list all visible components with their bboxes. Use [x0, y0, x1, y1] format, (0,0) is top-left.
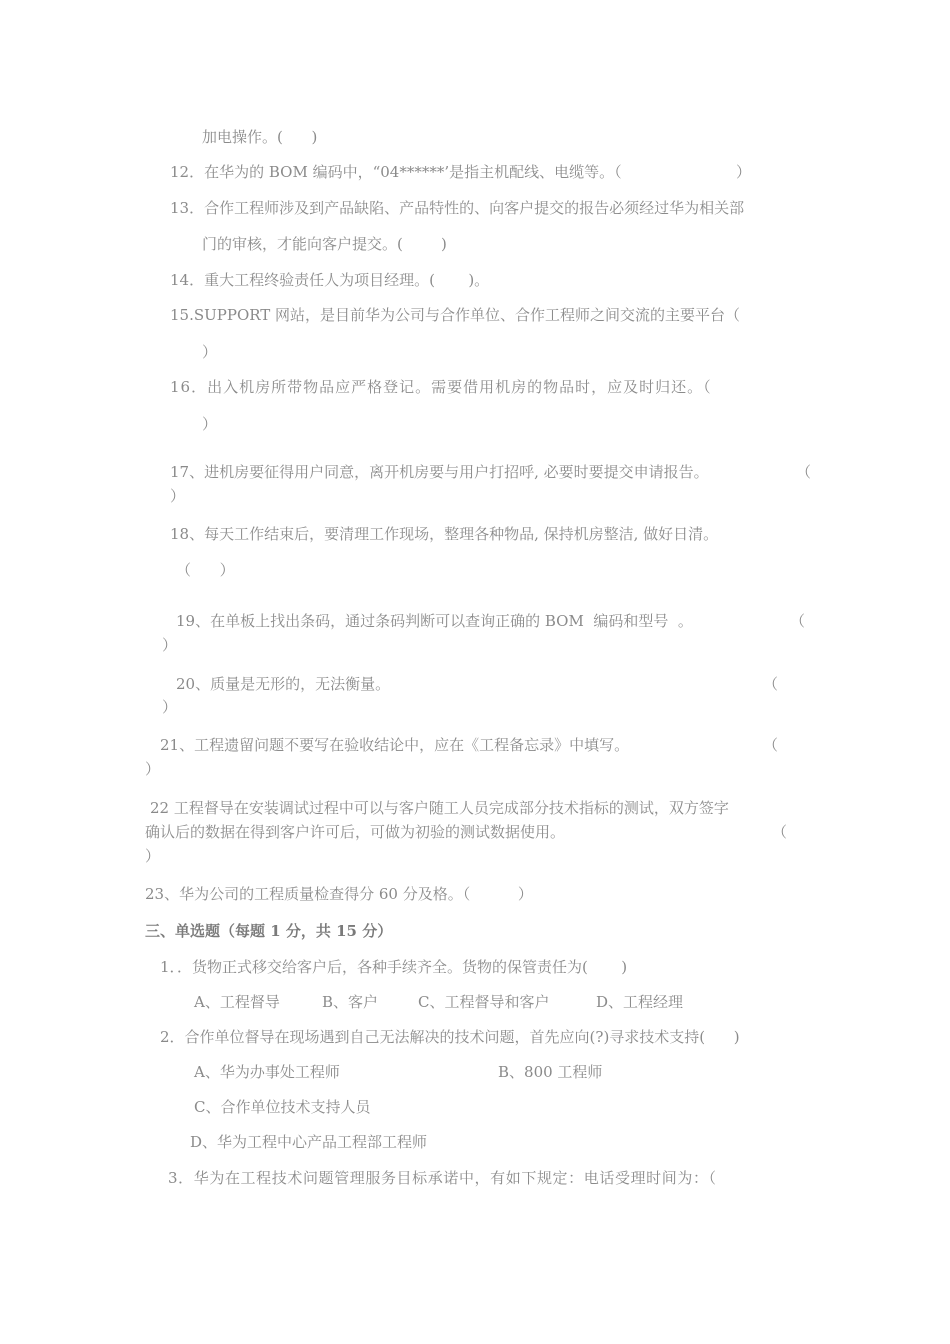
question-22-paren-open: （: [772, 823, 788, 841]
mc-question-2-option-d: D、华为工程中心产品工程部工程师: [190, 1133, 428, 1151]
question-13: 13．合作工程师涉及到产品缺陷、产品特性的、向客户提交的报告必须经过华为相关部: [170, 199, 745, 217]
question-16-paren: ）: [202, 415, 218, 433]
question-17-paren-close: ）: [170, 487, 186, 505]
question-15: 15.SUPPORT 网站，是目前华为公司与合作单位、合作工程师之间交流的主要平台（: [170, 306, 741, 324]
question-23: 23、华为公司的工程质量检查得分 60 分及格。（ ）: [145, 885, 533, 903]
question-19-paren-open: （: [790, 612, 806, 630]
question-17: 17、进机房要征得用户同意，离开机房要与用户打招呼, 必要时要提交申请报告。: [170, 463, 709, 481]
question-19-paren-close: ）: [162, 636, 178, 654]
mc-question-2-option-c: C、合作单位技术支持人员: [194, 1098, 371, 1116]
question-20: 20、质量是无形的，无法衡量。: [176, 675, 391, 693]
question-17-paren-open: （: [796, 463, 812, 481]
question-18: 18、每天工作结束后，要清理工作现场，整理各种物品, 保持机房整洁, 做好日清。: [170, 525, 719, 543]
mc-question-1-option-a: A、工程督导: [194, 993, 280, 1011]
question-13-continuation: 门的审核，才能向客户提交。( ): [202, 235, 447, 253]
question-20-paren-open: （: [763, 675, 779, 693]
mc-question-1-option-b: B、客户: [322, 993, 379, 1011]
mc-question-1: 1．．货物正式移交给客户后，各种手续齐全。货物的保管责任为( ): [160, 958, 628, 976]
question-12: 12．在华为的 BOM 编码中，“04******’是指主机配线、电缆等。（ ）: [170, 163, 752, 181]
question-20-paren-close: ）: [162, 698, 178, 716]
question-16: 16．出入机房所带物品应严格登记。需要借用机房的物品时，应及时归还。（: [170, 378, 712, 396]
mc-question-2-option-a: A、华为办事处工程师: [194, 1063, 340, 1081]
question-22: 22 工程督导在安装调试过程中可以与客户随工人员完成部分技术指标的测试，双方签字: [150, 799, 729, 817]
question-21-paren-close: ）: [145, 760, 161, 778]
question-18-paren: （ ）: [176, 561, 235, 579]
mc-question-2-option-b: B、800 工程师: [498, 1063, 603, 1081]
question-15-paren: ）: [202, 343, 218, 361]
mc-question-3: 3．华为在工程技术问题管理服务目标承诺中，有如下规定：电话受理时间为：（: [168, 1169, 717, 1187]
question-19: 19、在单板上找出条码，通过条码判断可以查询正确的 BOM 编码和型号 。: [176, 612, 693, 630]
section-heading: 三、单选题（每题 1 分，共 15 分）: [145, 922, 393, 940]
question-22-continuation: 确认后的数据在得到客户许可后，可做为初验的测试数据使用。: [145, 823, 566, 841]
question-22-paren-close: ）: [145, 847, 161, 865]
question-14: 14．重大工程终验责任人为项目经理。( )。: [170, 271, 490, 289]
mc-question-2: 2．合作单位督导在现场遇到自己无法解决的技术问题，首先应向(?)寻求技术支持( ): [160, 1028, 740, 1046]
question-21-paren-open: （: [763, 736, 779, 754]
line-continuation-11: 加电操作。( ): [202, 128, 318, 146]
mc-question-1-option-d: D、工程经理: [596, 993, 684, 1011]
mc-question-1-option-c: C、工程督导和客户: [418, 993, 550, 1011]
question-21: 21、工程遗留问题不要写在验收结论中，应在《工程备忘录》中填写。: [160, 736, 630, 754]
